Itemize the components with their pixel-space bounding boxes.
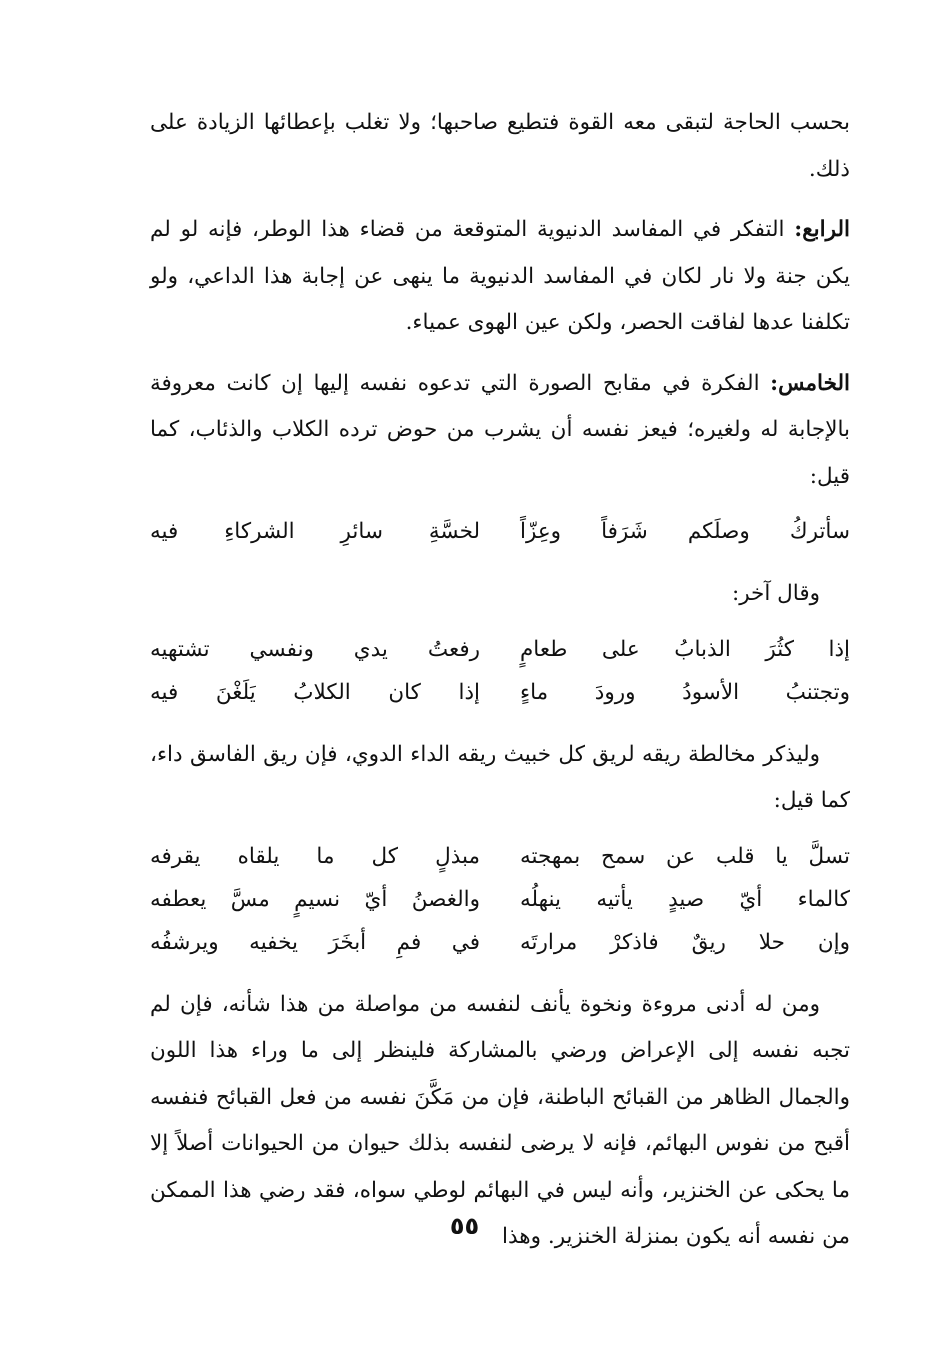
- verse-second-hemistich: في فمِ أبخَرَ يخفيه ويرشفُه: [150, 929, 480, 955]
- paragraph-fourth: [150, 207, 850, 347]
- paragraph-fifth: [150, 361, 850, 501]
- page-body: [150, 100, 850, 1275]
- poem-3-verse-2: [150, 878, 850, 921]
- verse-second-hemistich: والغصنُ أيّ نسيمٍ مسَّ يعطفه: [150, 886, 480, 912]
- poem-2: [150, 628, 850, 714]
- verse-second-hemistich: رفعتُ يدي ونفسي تشتهيه: [150, 636, 480, 662]
- poem-2-verse-2: [150, 671, 850, 714]
- verse-first-hemistich: تسلَّ يا قلب عن سمح بمهجته: [520, 843, 850, 869]
- paragraph-fifth-text: الفكرة في مقابح الصورة التي تدعوه نفسه إليها إن كانت معروفة بالإجابة له ولغيره؛ فيعز نفسه أن يشرب من حوض ترده الكلاب والذئاب، كما قيل:: [150, 370, 850, 489]
- paragraph-another-said: وقال آخر:: [731, 581, 820, 606]
- paragraph-closing: ومن له أدنى مروءة ونخوة يأنف لنفسه من مواصلة من هذا شأنه، فإن لم تجبه نفسه إلى الإعراض ورضي بالمشاركة فلينظر إلى ما وراء هذا اللون والجمال الظاهر من القبائح الباطنة، فإن من مَكَّنَ نفسه من فعل القبائح فنفسه أقبح من نفوس البهائم، فإنه لا يرضى لنفسه بذلك حيوان من الحيوانات أصلاً إلا ما يحكى عن الخنزير، وأنه ليس في البهائم لوطي سواه، فقد رضي هذا الممكن من نفسه أنه يكون بمنزلة الخنزير. وهذا: [150, 991, 850, 1249]
- poem-3: [150, 835, 850, 964]
- verse-first-hemistich: إذا كثُرَ الذبابُ على طعامٍ: [520, 636, 850, 662]
- paragraph-fifth-heading: الخامس:: [770, 370, 850, 396]
- paragraph-fourth-text: التفكر في المفاسد الدنيوية المتوقعة من قضاء هذا الوطر، فإنه لو لم يكن جنة ولا نار لكان في المفاسد الدنيوية ما ينهى عن إجابة هذا الداعي، ولو تكلفنا عدها لفاقت الحصر، ولكن عين الهوى عمياء.: [150, 217, 850, 335]
- verse-first-hemistich: سأتركُ وصلَكم شَرَفاً وعِزّاً: [520, 519, 850, 544]
- poem-3-verse-3: [150, 921, 850, 964]
- page-number: ٥٥: [449, 1212, 480, 1240]
- paragraph-fourth-heading: الرابع:: [794, 217, 850, 242]
- poem-3-verse-1: [150, 835, 850, 878]
- verse-first-hemistich: وإن حلا ريقٌ فاذكرْ مرارتَه: [520, 929, 850, 955]
- poem-1: [150, 510, 850, 553]
- verse-first-hemistich: وتجتنبُ الأسودُ ورودَ ماءٍ: [520, 679, 850, 705]
- verse-second-hemistich: إذا كان الكلابُ يَلَغْنَ فيه: [150, 679, 480, 705]
- paragraph-saliva: وليذكر مخالطة ريقه لريق كل خبيث ريقه الداء الدوي، فإن ريق الفاسق داء، كما قيل:: [150, 741, 850, 813]
- poem-2-verse-1: [150, 628, 850, 671]
- verse-first-hemistich: كالماء أيّ صيدٍ يأتيه ينهلُه: [520, 886, 850, 912]
- poem-1-verse: [150, 510, 850, 553]
- verse-second-hemistich: لخسَّةِ سائرِ الشركاءِ فيه: [150, 519, 480, 544]
- paragraph-1: بحسب الحاجة لتبقى معه القوة فتطيع صاحبها؛ ولا تغلب بإعطائها الزيادة على ذلك.: [150, 110, 850, 182]
- verse-second-hemistich: مبذلٍ كل ما يلقاه يقرفه: [150, 843, 480, 869]
